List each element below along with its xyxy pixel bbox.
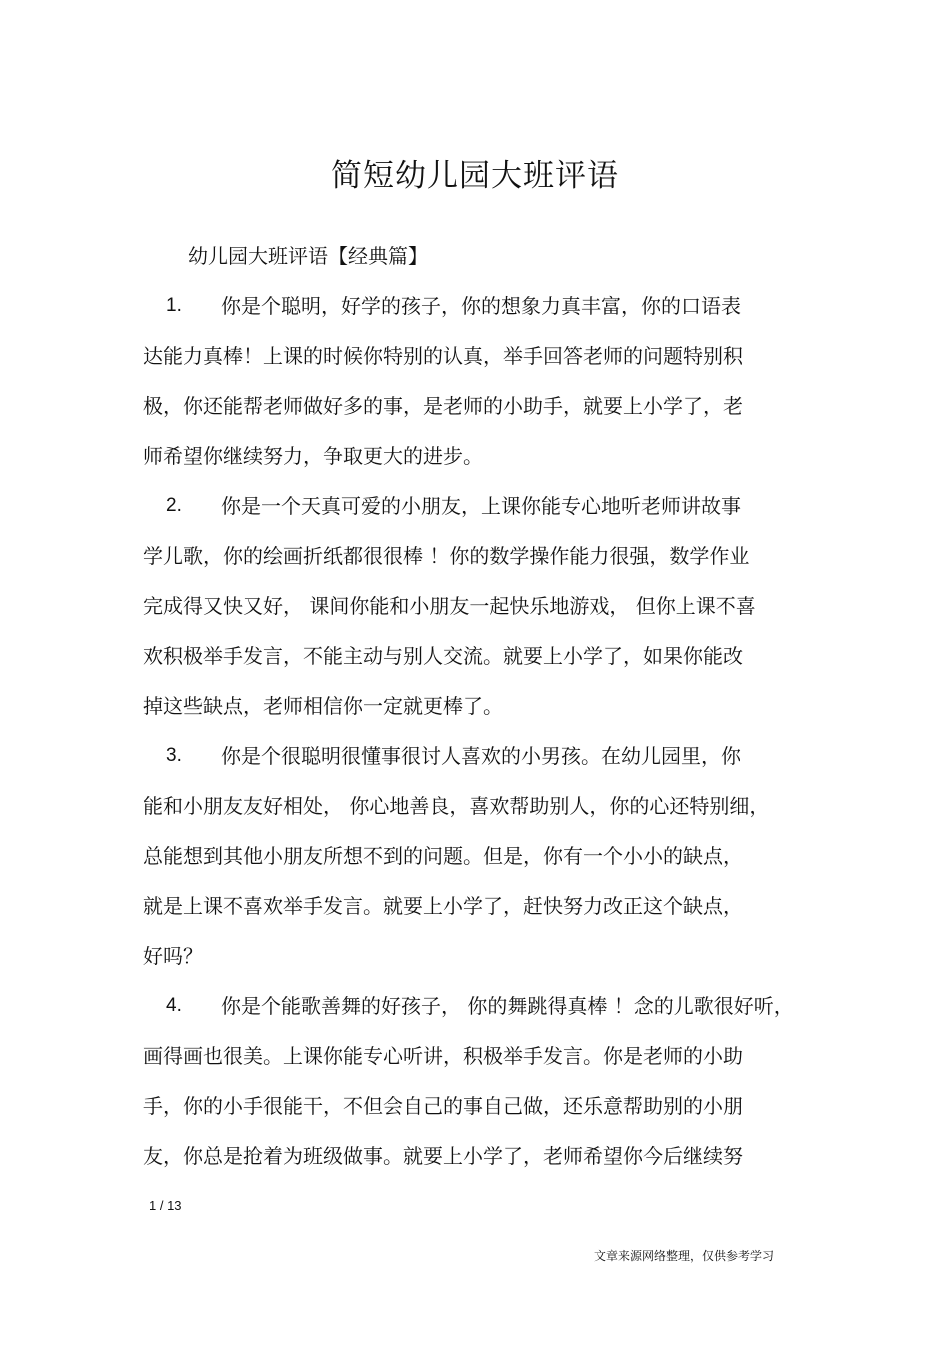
item-first-line: 你是一个天真可爱的小朋友，上课你能专心地听老师讲故事 <box>221 494 741 518</box>
paragraph-line: 画得画也很美。上课你能专心听讲，积极举手发言。你是老师的小助 <box>143 1044 743 1068</box>
item-number: 2. <box>166 495 182 516</box>
section-subtitle: 幼儿园大班评语【经典篇】 <box>188 244 428 268</box>
page-title: 简短幼儿园大班评语 <box>331 158 619 194</box>
paragraph-line: 掉这些缺点，老师相信你一定就更棒了。 <box>143 694 503 718</box>
footer-note: 文章来源网络整理，仅供参考学习 <box>594 1249 775 1263</box>
item-number: 4. <box>166 995 182 1016</box>
paragraph-line: 手，你的小手很能干，不但会自己的事自己做，还乐意帮助别的小朋 <box>143 1094 743 1118</box>
paragraph-line: 友，你总是抢着为班级做事。就要上小学了，老师希望你今后继续努 <box>143 1144 743 1168</box>
item-number: 3. <box>166 745 182 766</box>
item-first-line: 你是个很聪明很懂事很讨人喜欢的小男孩。在幼儿园里，你 <box>221 744 741 768</box>
paragraph-line: 欢积极举手发言，不能主动与别人交流。就要上小学了，如果你能改 <box>143 644 743 668</box>
paragraph-line: 达能力真棒！上课的时候你特别的认真，举手回答老师的问题特别积 <box>143 344 743 368</box>
paragraph-line: 学儿歌，你的绘画折纸都很很棒 ！你的数学操作能力很强，数学作业 <box>143 544 750 568</box>
paragraph-line: 能和小朋友友好相处， 你心地善良，喜欢帮助别人，你的心还特别细， <box>143 794 770 818</box>
item-first-line: 你是个能歌善舞的好孩子， 你的舞跳得真棒 ！念的儿歌很好听， <box>221 994 794 1018</box>
item-number: 1. <box>166 295 182 316</box>
page-number: 1 / 13 <box>149 1198 182 1213</box>
paragraph-line: 极，你还能帮老师做好多的事，是老师的小助手，就要上小学了，老 <box>143 394 743 418</box>
item-first-line: 你是个聪明，好学的孩子，你的想象力真丰富，你的口语表 <box>221 294 741 318</box>
paragraph-line: 总能想到其他小朋友所想不到的问题。但是，你有一个小小的缺点， <box>143 844 743 868</box>
paragraph-line: 师希望你继续努力，争取更大的进步。 <box>143 444 483 468</box>
paragraph-line: 完成得又快又好， 课间你能和小朋友一起快乐地游戏， 但你上课不喜 <box>143 594 756 618</box>
paragraph-line: 好吗？ <box>143 944 203 968</box>
paragraph-line: 就是上课不喜欢举手发言。就要上小学了，赶快努力改正这个缺点， <box>143 894 743 918</box>
